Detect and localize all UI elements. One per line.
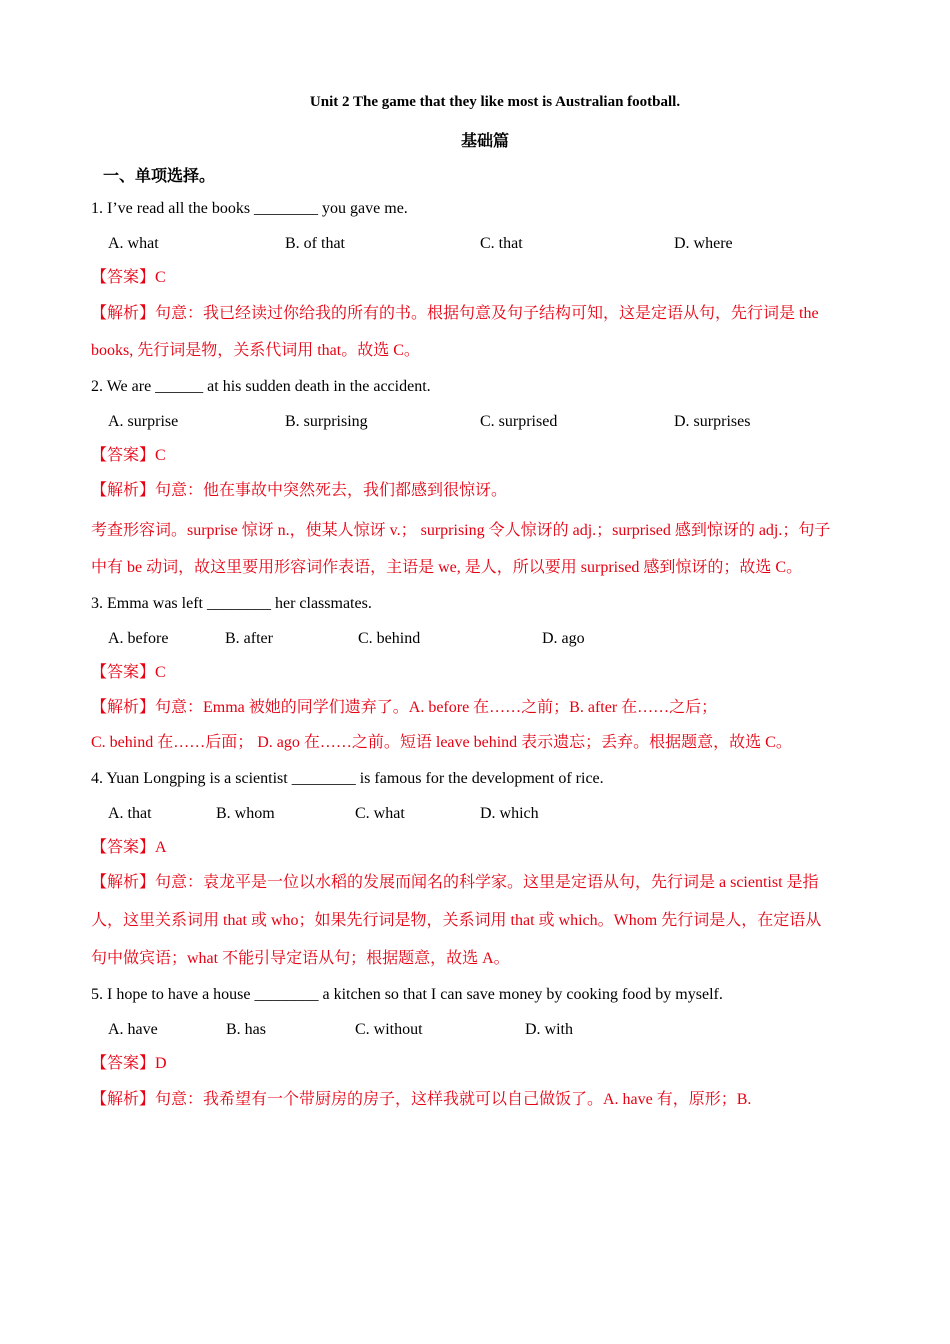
question-option: C. that — [480, 235, 523, 252]
explanation-line: 【解析】句意：我已经读过你给我的所有的书。根据句意及句子结构可知，这是定语从句，先行词是 the — [91, 305, 819, 322]
question-stem: 5. I hope to have a house ________ a kitchen so that I can save money by cooking food by myself. — [91, 986, 723, 1003]
question-option: C. what — [355, 805, 405, 822]
answer-line: 【答案】A — [91, 839, 167, 856]
explanation-line: 人，这里关系词用 that 或 who；如果先行词是物，关系词用 that 或 which。Whom 先行词是人，在定语从 — [91, 912, 822, 929]
question-option: D. surprises — [674, 413, 751, 430]
question-option: B. after — [225, 630, 273, 647]
question-option: C. behind — [358, 630, 421, 647]
question-option: B. surprising — [285, 413, 368, 430]
explanation-line: 【解析】句意：我希望有一个带厨房的房子，这样我就可以自己做饭了。A. have 有，原形；B. — [91, 1091, 752, 1108]
question-option: D. ago — [542, 630, 585, 647]
question-stem: 1. I’ve read all the books ________ you gave me. — [91, 200, 408, 217]
answer-line: 【答案】C — [91, 447, 166, 464]
answer-line: 【答案】D — [91, 1055, 167, 1072]
explanation-line: 【解析】句意：他在事故中突然死去，我们都感到很惊讶。 — [91, 482, 508, 499]
explanation-line: 考查形容词。surprise 惊讶 n.，使某人惊讶 v.； surprising 令人惊讶的 adj.；surprised 感到惊讶的 adj.；句子 — [91, 522, 831, 539]
question-option: B. whom — [216, 805, 275, 822]
question-option: A. that — [108, 805, 152, 822]
question-option: A. before — [108, 630, 169, 647]
question-option: B. has — [226, 1021, 266, 1038]
question-stem: 2. We are ______ at his sudden death in the accident. — [91, 378, 431, 395]
question-option: A. have — [108, 1021, 158, 1038]
question-option: A. surprise — [108, 413, 179, 430]
question-option: D. which — [480, 805, 539, 822]
explanation-line: books, 先行词是物，关系代词用 that。故选 C。 — [91, 342, 420, 359]
document-title: Unit 2 The game that they like most is Australian football. — [309, 94, 681, 110]
document-subtitle: 基础篇 — [460, 131, 509, 150]
answer-line: 【答案】C — [91, 269, 166, 286]
explanation-line: 【解析】句意：Emma 被她的同学们遗弃了。A. before 在……之前；B. after 在……之后； — [91, 699, 718, 716]
explanation-line: 句中做宾语；what 不能引导定语从句；根据题意，故选 A。 — [91, 950, 510, 967]
question-option: D. where — [674, 235, 733, 252]
section-heading: 一、单项选择。 — [103, 166, 216, 185]
question-stem: 4. Yuan Longping is a scientist ________ is famous for the development of rice. — [91, 770, 604, 787]
question-option: B. of that — [285, 235, 345, 252]
explanation-line: 【解析】句意：袁龙平是一位以水稻的发展而闻名的科学家。这里是定语从句，先行词是 a scientist 是指 — [91, 874, 819, 891]
question-stem: 3. Emma was left ________ her classmates. — [91, 595, 372, 612]
question-option: C. without — [355, 1021, 423, 1038]
answer-line: 【答案】C — [91, 664, 166, 681]
question-option: D. with — [525, 1021, 573, 1038]
explanation-line: 中有 be 动词，故这里要用形容词作表语，主语是 we, 是人，所以要用 surprised 感到惊讶的；故选 C。 — [91, 559, 803, 576]
question-option: C. surprised — [480, 413, 558, 430]
question-option: A. what — [108, 235, 159, 252]
explanation-line: C. behind 在……后面； D. ago 在……之前。短语 leave behind 表示遗忘；丢弃。根据题意，故选 C。 — [91, 734, 792, 751]
